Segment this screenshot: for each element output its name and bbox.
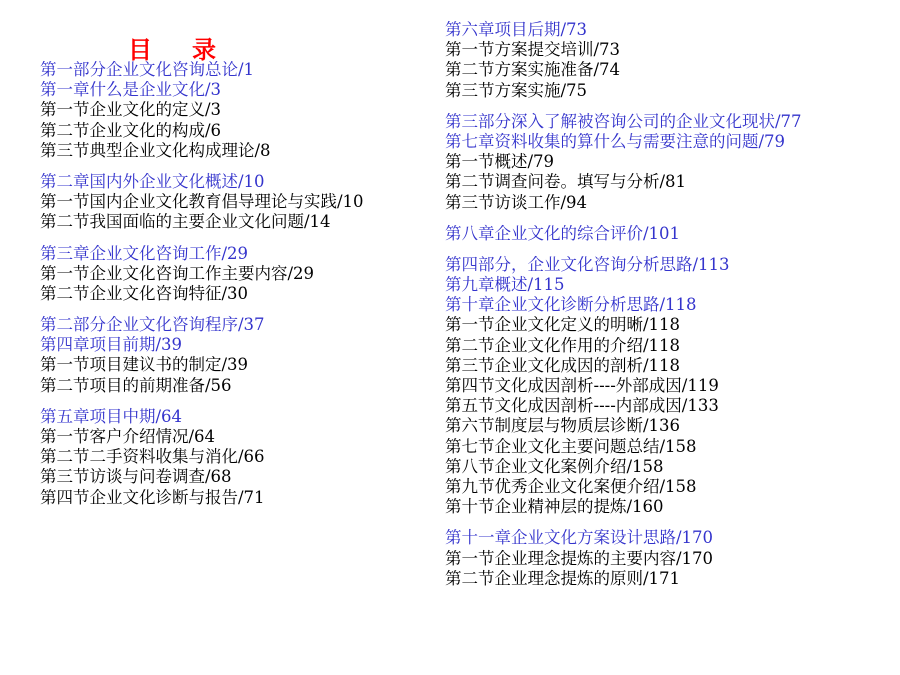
toc-entry: 第一节方案提交培训/73 [445, 40, 621, 60]
toc-heading: 第五章项目中期/64 [40, 406, 183, 426]
toc-entry: 第二节调查问卷。填写与分析/81 [445, 172, 687, 192]
toc-entry: 第一节企业文化定义的明晰/118 [445, 315, 681, 335]
toc-entry: 第一节国内企业文化教育倡导理论与实践/10 [40, 192, 364, 212]
toc-heading: 第七章资料收集的算什么与需要注意的问题/79 [445, 131, 786, 151]
toc-spacer [40, 304, 460, 315]
toc-entry: 第八节企业文化案例介绍/158 [445, 456, 664, 476]
toc-entry: 第一节企业文化的定义/3 [40, 100, 222, 120]
toc-entry: 第三节典型企业文化构成理论/8 [40, 140, 271, 160]
toc-heading: 第八章企业文化的综合评价/101 [445, 223, 681, 243]
toc-spacer [445, 213, 865, 224]
toc-entry: 第一节概述/79 [445, 152, 555, 172]
toc-entry: 第二节项目的前期准备/56 [40, 375, 232, 395]
toc-heading: 第一章什么是企业文化/3 [40, 80, 222, 100]
toc-spacer [445, 101, 865, 112]
toc-entry: 第二节企业文化作用的介绍/118 [445, 335, 681, 355]
title-char-1: 目 [128, 35, 152, 64]
toc-spacer [40, 396, 460, 407]
toc-entry: 第一节项目建议书的制定/39 [40, 355, 249, 375]
toc-heading: 第四部分，企业文化咨询分析思路/113 [445, 254, 730, 274]
toc-heading: 第三章企业文化咨询工作/29 [40, 243, 249, 263]
toc-right-column [445, 20, 865, 589]
toc-entry: 第一节企业文化咨询工作主要内容/29 [40, 263, 315, 283]
toc-heading: 第四章项目前期/39 [40, 335, 183, 355]
toc-entry: 第五节文化成因剖析----内部成因/133 [445, 396, 719, 416]
toc-entry: 第三节访谈工作/94 [445, 192, 588, 212]
toc-entry: 第三节方案实施/75 [445, 80, 588, 100]
toc-heading: 第二部分企业文化咨询程序/37 [40, 315, 265, 335]
toc-entry: 第十节企业精神层的提炼/160 [445, 497, 664, 517]
toc-spacer [445, 517, 865, 528]
toc-entry: 第三节企业文化成因的剖析/118 [445, 355, 681, 375]
toc-entry: 第一节企业理念提炼的主要内容/170 [445, 548, 714, 568]
toc-entry: 第二节二手资料收集与消化/66 [40, 447, 265, 467]
toc-heading: 第六章项目后期/73 [445, 20, 588, 39]
toc-entry: 第四节企业文化诊断与报告/71 [40, 487, 265, 507]
toc-heading: 第二章国内外企业文化概述/10 [40, 171, 265, 191]
toc-heading: 第九章概述/115 [445, 275, 565, 295]
toc-spacer [445, 244, 865, 255]
toc-entry: 第四节文化成因剖析----外部成因/119 [445, 376, 719, 395]
toc-entry: 第二节企业文化的构成/6 [40, 120, 222, 140]
toc-heading: 第三部分深入了解被咨询公司的企业文化现状/77 [445, 111, 802, 131]
toc-spacer [40, 233, 460, 244]
toc-entry: 第七节企业文化主要问题总结/158 [445, 436, 697, 456]
toc-entry: 第三节访谈与问卷调查/68 [40, 467, 232, 487]
toc-heading: 第十一章企业文化方案设计思路/170 [445, 528, 714, 548]
toc-entry: 第二节方案实施准备/74 [445, 60, 621, 80]
toc-entry: 第二节企业理念提炼的原则/171 [445, 568, 681, 588]
toc-entry: 第六节制度层与物质层诊断/136 [445, 416, 681, 436]
toc-entry: 第一节客户介绍情况/64 [40, 427, 216, 446]
toc-heading: 第一部分企业文化咨询总论/1 [40, 60, 255, 79]
title-char-2: 录 [192, 35, 216, 64]
toc-entry: 第九节优秀企业文化案便介绍/158 [445, 476, 697, 496]
toc-entry: 第二节我国面临的主要企业文化问题/14 [40, 212, 331, 232]
toc-spacer [40, 161, 460, 172]
toc-heading: 第十章企业文化诊断分析思路/118 [445, 295, 697, 315]
toc-left-column [40, 60, 460, 508]
toc-entry: 第二节企业文化咨询特征/30 [40, 283, 249, 303]
